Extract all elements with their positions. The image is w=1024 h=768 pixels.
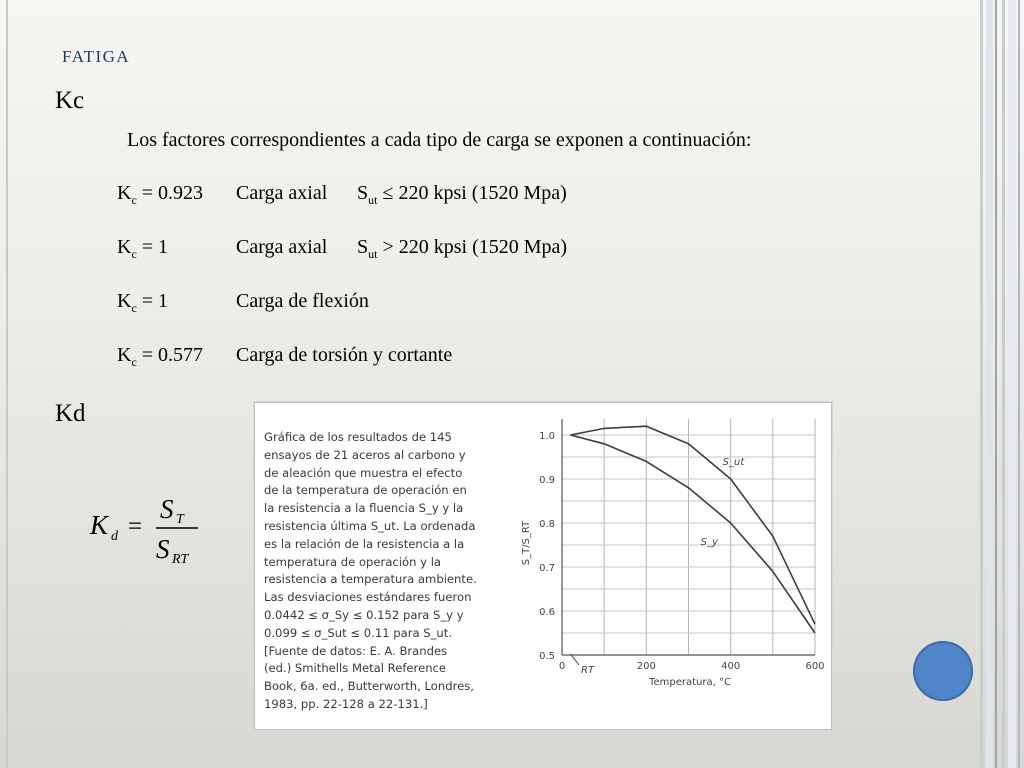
condition: $S_{ut} \le 220$ kpsi (1520 Mpa) <box>357 182 567 207</box>
formula-den: S <box>156 534 170 564</box>
kd-formula <box>88 492 208 572</box>
intro-text: Los factores correspondientes a cada tipo de carga se exponen a continuación: <box>127 129 752 151</box>
kc-value: $K_c = 0.923$ <box>117 182 204 207</box>
load-type: Carga axial <box>236 182 328 204</box>
caption-line: temperatura de operación y la <box>264 554 442 569</box>
rt-arrow <box>570 654 579 665</box>
caption-line: la resistencia a la fluencia S_y y la <box>264 501 464 516</box>
rt-label: RT <box>581 665 595 676</box>
caption-line: Book, 6a. ed., Butterworth, Londres, <box>264 679 474 694</box>
load-type: Carga axial <box>236 236 328 258</box>
kd-heading: Kd <box>55 400 86 427</box>
x-tick-label: 600 <box>805 661 825 672</box>
right-decorative-bars <box>980 0 1024 768</box>
series-label: S_ut <box>722 457 745 468</box>
formula-eq: = <box>128 513 143 540</box>
caption-line: resistencia a temperatura ambiente. <box>264 572 477 587</box>
caption-line: 1983, pp. 22-128 a 22-131.] <box>264 696 428 711</box>
caption-line: ensayos de 21 aceros al carbono y <box>264 447 466 462</box>
temperature-chart <box>505 403 831 729</box>
y-tick-label: 0.9 <box>539 475 555 486</box>
y-tick-label: 0.6 <box>539 607 555 618</box>
load-type: Carga de flexión <box>236 290 369 312</box>
caption-line: resistencia última S_ut. La ordenada <box>264 518 476 533</box>
caption-line: Las desviaciones estándares fueron <box>264 590 472 605</box>
formula-num-sub: T <box>176 512 184 527</box>
series-line-1 <box>570 435 815 633</box>
formula-lhs: K <box>90 510 109 540</box>
y-axis-label: S_T/S_RT <box>521 520 532 566</box>
condition: $S_{ut} > 220$ kpsi (1520 Mpa) <box>357 236 568 261</box>
kc-value: $K_c = 1$ <box>117 290 169 315</box>
series-line-0 <box>570 426 815 624</box>
y-tick-label: 1.0 <box>539 431 555 442</box>
kd-figure <box>254 402 832 730</box>
x-tick-label: 200 <box>636 661 656 672</box>
x-tick-label: 400 <box>721 661 741 672</box>
caption-line: es la relación de la resistencia a la <box>264 536 465 551</box>
y-tick-label: 0.5 <box>539 651 555 662</box>
figure-caption <box>264 429 502 714</box>
caption-line: 0.099 ≤ σ_Sut ≤ 0.11 para S_ut. <box>264 625 453 640</box>
caption-line: de aleación que muestra el efecto <box>264 465 463 480</box>
x-tick-label: 0 <box>558 661 566 672</box>
formula-lhs-sub: d <box>111 529 118 544</box>
formula-den-sub: RT <box>172 552 189 567</box>
y-tick-label: 0.8 <box>539 519 555 530</box>
left-border-rule <box>6 0 8 768</box>
kc-value: $K_c = 1$ <box>117 236 169 261</box>
next-slide-button[interactable] <box>913 641 973 701</box>
series-label: S_y <box>700 537 718 548</box>
caption-line: [Fuente de datos: E. A. Brandes <box>264 643 448 658</box>
section-label: FATIGA <box>62 47 131 66</box>
load-type: Carga de torsión y cortante <box>236 344 453 366</box>
caption-line: 0.0442 ≤ σ_Sy ≤ 0.152 para S_y y <box>264 607 464 622</box>
formula-num: S <box>160 494 174 524</box>
caption-line: de la temperatura de operación en <box>264 483 467 498</box>
kc-value: $K_c = 0.577$ <box>117 344 204 369</box>
x-axis-label: Temperatura, °C <box>649 677 731 688</box>
y-tick-label: 0.7 <box>539 563 555 574</box>
caption-line: Gráfica de los resultados de 145 <box>264 430 452 444</box>
kc-heading: Kc <box>55 87 85 114</box>
caption-line: (ed.) Smithells Metal Reference <box>264 661 447 676</box>
